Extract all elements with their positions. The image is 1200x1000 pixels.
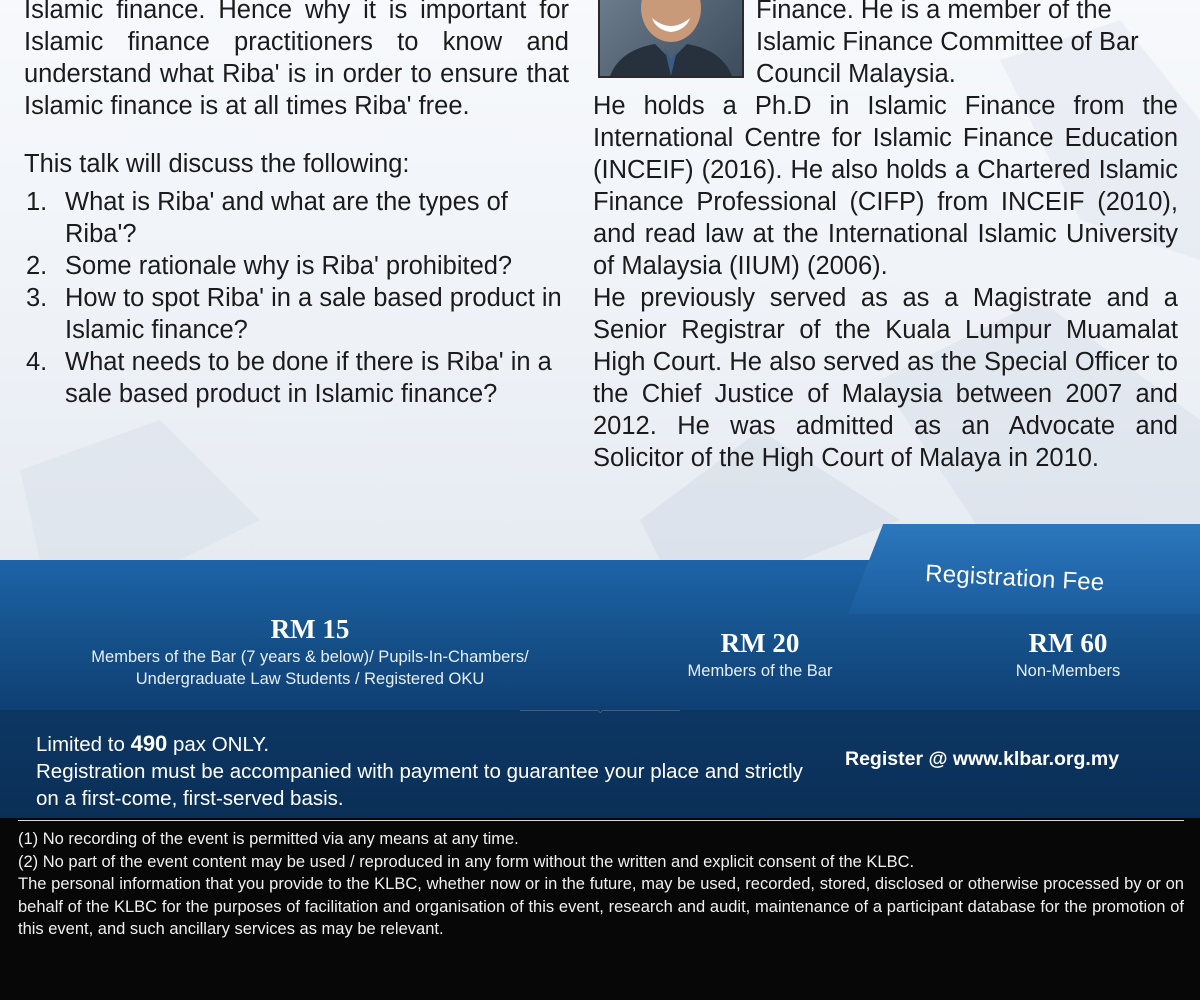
register-link[interactable]: Register @ www.klbar.org.my [845, 748, 1120, 770]
note-recording: (1) No recording of the event is permitted via any means at any time. [18, 830, 519, 848]
talk-description [24, 0, 569, 410]
divider-chevron [0, 710, 1200, 714]
fee-amount: RM 20 [720, 628, 800, 658]
bio-education: He holds a Ph.D in Islamic Finance from the International Centre for Islamic Finance Education (INCEIF) (2016). He also holds a Chartered Islamic Finance Professional (CIFP) from INCEIF (2010), and read law at the International Islamic University of Malaysia (IIUM) (2006). [593, 92, 1178, 280]
registration-note: Registration must be accompanied with payment to guarantee your place and strictly on a first-come, first-served basis. [36, 760, 803, 810]
list-item: 4. What needs to be done if there is Riba' in a sale based product in Islamic finance? [26, 348, 552, 408]
fee-description: Members of the Bar (7 years & below)/ Pupils-In-Chambers/ [91, 648, 529, 666]
fee-rm15 [40, 612, 580, 690]
list-item: 2. Some rationale why is Riba' prohibited? [26, 252, 513, 280]
limit-text: Limited to 490 pax ONLY. Registration must be accompanied with payment to guarantee your place and strictly on a first-come, first-served basis. [36, 730, 816, 812]
fee-amount: RM 60 [1028, 628, 1108, 658]
footer-notes [0, 818, 1200, 1000]
fee-rm60 [948, 626, 1188, 682]
intro-paragraph: Islamic finance. Hence why it is important for Islamic finance practitioners to know and understand what Riba' is in order to ensure that Islamic finance is at all times Riba' free. [24, 0, 569, 120]
pax-count: 490 [130, 731, 168, 756]
registration-title: Registration Fee [924, 560, 1106, 597]
fee-description: Undergraduate Law Students / Registered OKU [135, 670, 485, 688]
footer-divider [18, 820, 1184, 821]
privacy-notice: The personal information that you provide to the KLBC, whether now or in the future, may be used, recorded, stored, disclosed or otherwise processed by or on behalf of the KLBC for the purposes of facilitation and organisation of this event, research and audit, maintenance of a participant database for the promotion of this event, and such ancillary services as may be relevant. [18, 875, 1184, 938]
fee-rm20 [640, 626, 880, 682]
talk-intro: This talk will discuss the following: [24, 150, 410, 178]
note-reproduction: (2) No part of the event content may be used / reproduced in any form without the written and explicit consent of the KLBC. [18, 852, 915, 871]
bio-career: He previously served as as a Magistrate and a Senior Registrar of the Kuala Lumpur Muamalat High Court. He also served as the Special Officer to the Chief Justice of Malaysia between 2007 and 2012. He was admitted as an Advocate and Solicitor of the High Court of Malaya in 2010. [593, 284, 1178, 472]
topic-list [24, 186, 569, 410]
list-item: 3. How to spot Riba' in a sale based product in Islamic finance? [26, 284, 562, 344]
bio-lead: Finance. He is a member of the Islamic Finance Committee of Bar Council Malaysia. [756, 0, 1139, 88]
fee-amount: RM 15 [270, 614, 350, 644]
list-item: 1. What is Riba' and what are the types of Riba'? [26, 188, 508, 248]
fee-description: Non-Members [1015, 662, 1121, 680]
fee-description: Members of the Bar [687, 662, 833, 680]
speaker-bio [593, 0, 1178, 474]
